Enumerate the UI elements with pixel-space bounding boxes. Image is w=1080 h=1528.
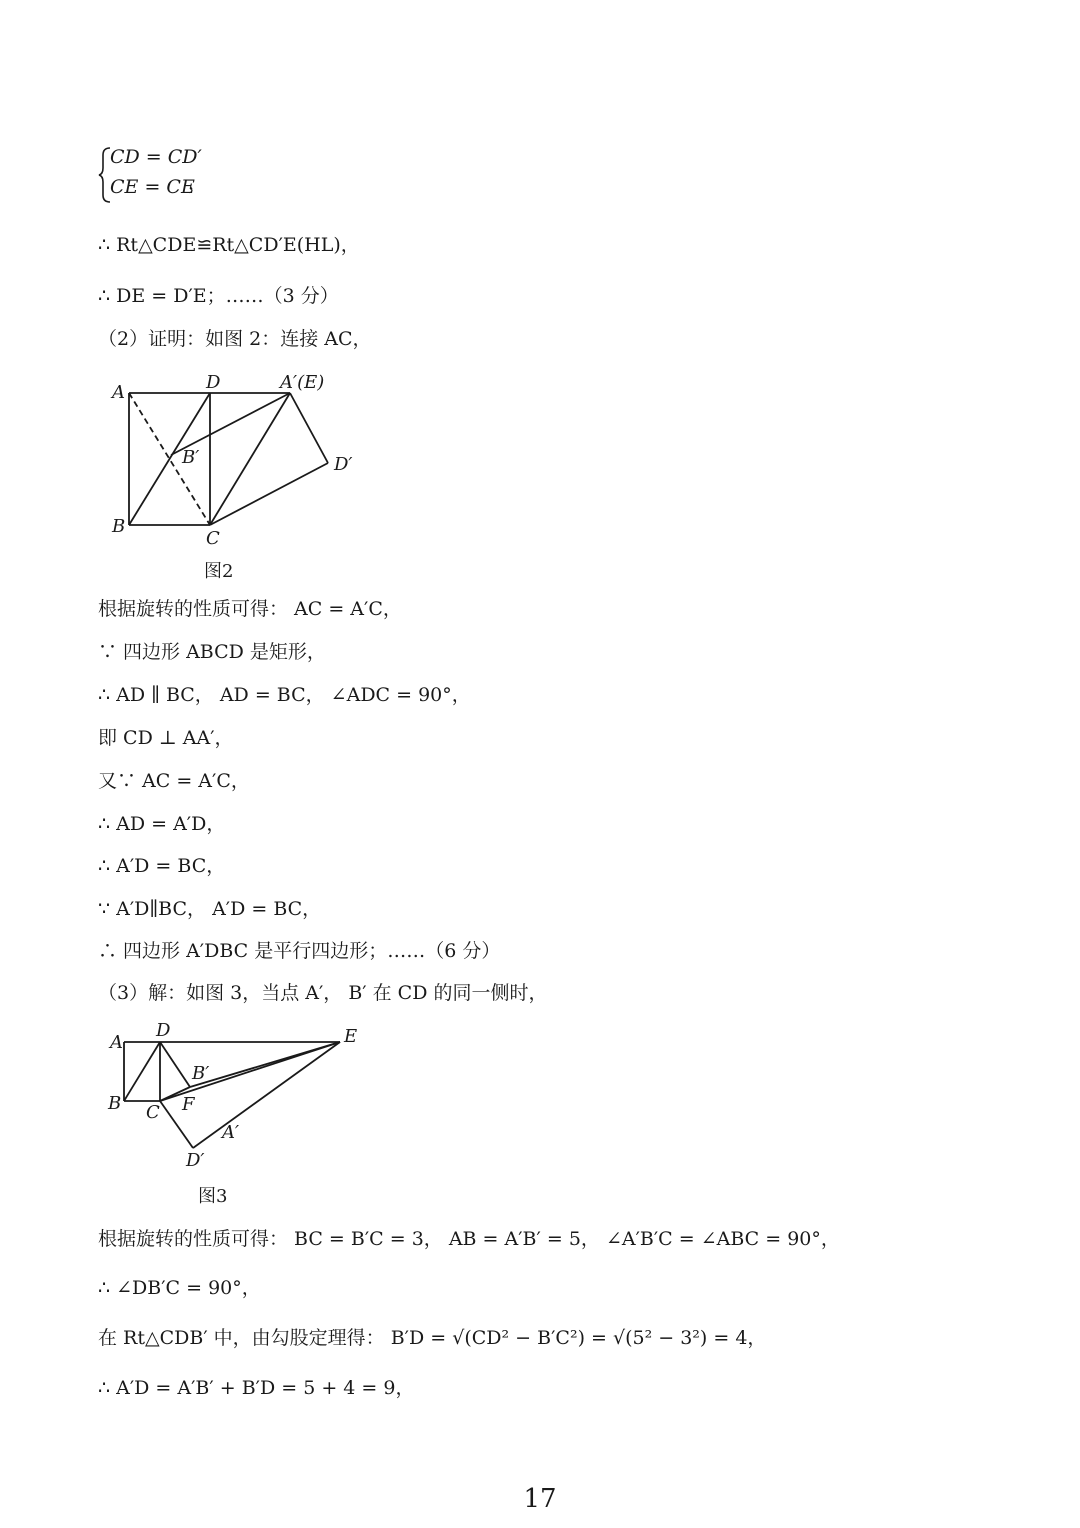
fig3-label-D: D xyxy=(156,1020,171,1041)
step2-line-7: ∴ A′D = BC， xyxy=(98,855,226,877)
fig2-label-A-prime-E: A′(E) xyxy=(280,372,325,393)
congruence-line: ∴ Rt△CDE≌Rt△CD′E(HL)， xyxy=(98,234,360,256)
step2-line-3: ∴ AD ∥ BC， AD = BC， ∠ADC = 90°， xyxy=(98,684,471,706)
fig3-label-E: E xyxy=(344,1026,358,1047)
step3-line-3: 在 Rt△CDB′ 中，由勾股定理得： B′D = √(CD² − B′C²) = √(5² − 3²) = 4， xyxy=(98,1327,767,1349)
fig2-label-A: A xyxy=(112,382,125,403)
system-row-2: CE = CE xyxy=(110,176,195,198)
step3-line-2: ∴ ∠DB′C = 90°， xyxy=(98,1277,261,1299)
fig3-label-D-prime: D′ xyxy=(186,1150,205,1170)
fig3-label-B: B xyxy=(108,1093,122,1114)
fig2-label-D: D xyxy=(206,372,221,393)
step2-intro: （2）证明：如图 2：连接 AC， xyxy=(98,328,372,350)
step3-line-4: ∴ A′D = A′B′ + B′D = 5 + 4 = 9， xyxy=(98,1377,415,1399)
figure-3-diagram xyxy=(100,1020,370,1170)
step3-line-1: 根据旋转的性质可得： BC = B′C = 3， AB = A′B′ = 5， ∠A′B′C = ∠ABC = 90°， xyxy=(98,1228,840,1250)
figure-2-caption: 图2 xyxy=(204,561,234,582)
fig2-label-D-prime: D′ xyxy=(334,454,353,475)
step2-line-8: ∵ A′D∥BC， A′D = BC， xyxy=(98,898,322,920)
fig3-label-A-prime: A′ xyxy=(222,1122,240,1143)
step2-line-5: 又∵ AC = A′C， xyxy=(98,770,250,792)
step3-intro: （3）解：如图 3，当点 A′， B′ 在 CD 的同一侧时， xyxy=(98,982,548,1004)
step2-line-4: 即 CD ⊥ AA′， xyxy=(98,727,234,749)
step2-line-9: ∴ 四边形 A′DBC 是平行四边形；……（6 分） xyxy=(98,940,501,962)
fig3-label-B-prime: B′ xyxy=(192,1063,210,1084)
fig2-label-B: B xyxy=(112,516,126,537)
figure-3-caption: 图3 xyxy=(198,1186,228,1207)
fig2-label-C: C xyxy=(206,528,220,549)
fig3-label-A: A xyxy=(110,1032,123,1053)
fig3-label-F: F xyxy=(182,1094,195,1115)
system-suffix: ， xyxy=(188,172,208,194)
fig3-label-C: C xyxy=(146,1102,160,1123)
step2-line-1: 根据旋转的性质可得： AC = A′C， xyxy=(98,598,402,620)
step2-line-2: ∵ 四边形 ABCD 是矩形， xyxy=(98,641,326,663)
page-number: 17 xyxy=(523,1484,557,1514)
step2-line-6: ∴ AD = A′D， xyxy=(98,813,226,835)
fig2-label-B-prime: B′ xyxy=(182,447,200,468)
figure-2 xyxy=(100,368,370,554)
figure-3 xyxy=(100,1020,370,1170)
figure-2-diagram xyxy=(100,368,370,554)
step1-conclusion: ∴ DE = D′E；……（3 分） xyxy=(98,285,339,307)
system-row-1: CD = CD′ xyxy=(110,146,202,168)
